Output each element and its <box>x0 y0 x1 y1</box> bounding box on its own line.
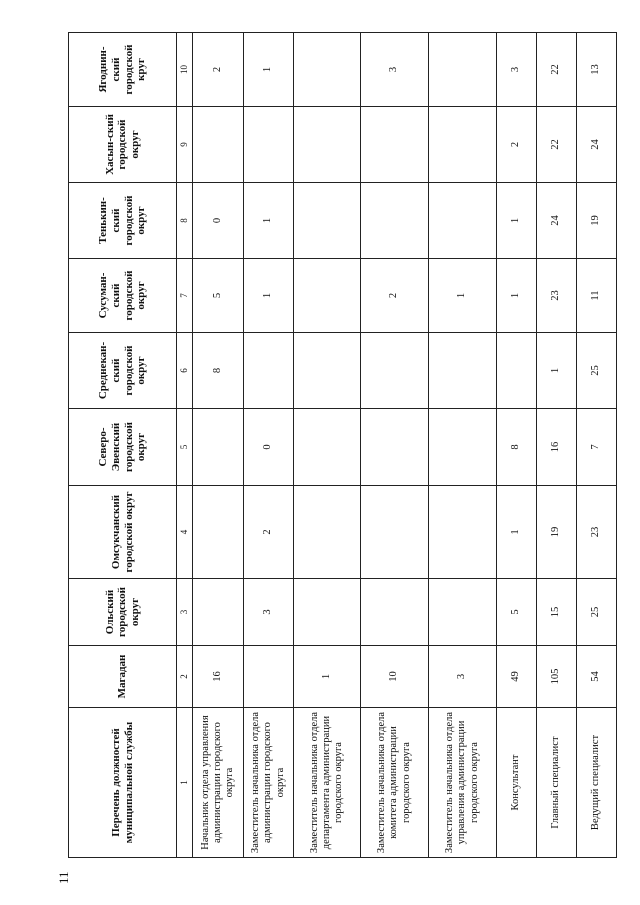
table-row <box>294 33 361 858</box>
table-cell: 10 <box>361 646 429 708</box>
table-cell <box>244 646 294 708</box>
table-row <box>577 33 617 858</box>
table-cell <box>294 183 361 259</box>
row-label: Главный специалист <box>537 708 577 858</box>
table-cell <box>429 486 497 579</box>
table-cell: 11 <box>577 259 617 333</box>
table-row <box>244 33 294 858</box>
table-cell <box>294 579 361 646</box>
header-magadan: Магадан <box>69 646 177 708</box>
table-cell: 25 <box>577 579 617 646</box>
table-cell: 1 <box>497 486 537 579</box>
table-cell: 16 <box>193 646 244 708</box>
table-cell: 2 <box>244 486 294 579</box>
column-number: 3 <box>177 579 193 646</box>
table-cell <box>361 333 429 409</box>
table-cell <box>193 486 244 579</box>
table-cell: 13 <box>577 33 617 107</box>
header-susumansky: Сусуман-ский городской округ <box>69 259 177 333</box>
page-number-holder <box>34 440 71 884</box>
row-label: Ведущий специалист <box>577 708 617 858</box>
table-cell <box>294 107 361 183</box>
row-label: Заместитель начальника отдела управления администрации городского округа <box>429 708 497 858</box>
table-cell: 23 <box>537 259 577 333</box>
table-cell: 3 <box>497 33 537 107</box>
column-number: 4 <box>177 486 193 579</box>
table-cell: 8 <box>497 409 537 486</box>
header-omsukchansky: Омсукчанский городской округ <box>69 486 177 579</box>
table-cell: 7 <box>577 409 617 486</box>
table-cell: 24 <box>577 107 617 183</box>
table-cell: 54 <box>577 646 617 708</box>
table-cell <box>244 107 294 183</box>
table-cell: 3 <box>244 579 294 646</box>
table-cell: 22 <box>537 107 577 183</box>
table-cell <box>294 259 361 333</box>
table-row <box>429 33 497 858</box>
column-number: 7 <box>177 259 193 333</box>
table-cell <box>429 333 497 409</box>
table-cell <box>294 409 361 486</box>
column-number-row <box>177 33 193 858</box>
table-cell <box>294 486 361 579</box>
table-cell: 19 <box>537 486 577 579</box>
column-number: 9 <box>177 107 193 183</box>
table-cell <box>361 409 429 486</box>
header-positions: Перечень должностей муниципальной службы <box>69 708 177 858</box>
column-number: 2 <box>177 646 193 708</box>
table-cell: 105 <box>537 646 577 708</box>
table-cell: 1 <box>244 33 294 107</box>
table-cell: 1 <box>294 646 361 708</box>
table-cell: 8 <box>193 333 244 409</box>
table-cell <box>361 183 429 259</box>
table-cell: 2 <box>193 33 244 107</box>
table-cell: 22 <box>537 33 577 107</box>
column-number: 5 <box>177 409 193 486</box>
header-severo-evensky: Северо-Эвенский городской округ <box>69 409 177 486</box>
header-yagodninsky: Ягоднин-ский городской круг <box>69 33 177 107</box>
column-number: 8 <box>177 183 193 259</box>
table-cell: 49 <box>497 646 537 708</box>
column-number: 1 <box>177 708 193 858</box>
table-cell: 24 <box>537 183 577 259</box>
table-cell <box>497 333 537 409</box>
header-row <box>69 33 177 858</box>
table-row <box>537 33 577 858</box>
table-cell: 3 <box>429 646 497 708</box>
table-cell <box>429 33 497 107</box>
table-cell: 19 <box>577 183 617 259</box>
table-cell: 5 <box>193 259 244 333</box>
table-cell <box>429 409 497 486</box>
column-number: 6 <box>177 333 193 409</box>
table-row <box>361 33 429 858</box>
table-cell: 0 <box>244 409 294 486</box>
header-olsky: Ольский городской округ <box>69 579 177 646</box>
table-cell <box>193 579 244 646</box>
table-cell <box>244 333 294 409</box>
table-row <box>497 33 537 858</box>
row-label: Заместитель начальника отдела комитета администрации городского округа <box>361 708 429 858</box>
table-cell <box>193 409 244 486</box>
table-cell <box>361 486 429 579</box>
table-cell: 2 <box>361 259 429 333</box>
header-tenkinsky: Тенькин-ский городской округ <box>69 183 177 259</box>
positions-table <box>68 32 617 858</box>
table-cell: 3 <box>361 33 429 107</box>
table-cell <box>429 579 497 646</box>
table-cell: 2 <box>497 107 537 183</box>
table-cell <box>429 183 497 259</box>
table-row <box>193 33 244 858</box>
header-srednekansky: Среднекан-ский городской округ <box>69 333 177 409</box>
table-cell: 1 <box>244 183 294 259</box>
page-number: 11 <box>56 871 71 884</box>
header-khasynsky: Хасын-ский городской округ <box>69 107 177 183</box>
table-cell <box>361 579 429 646</box>
table-cell <box>294 33 361 107</box>
table-cell: 1 <box>244 259 294 333</box>
table-cell: 5 <box>497 579 537 646</box>
table-cell: 1 <box>497 183 537 259</box>
rotated-table-frame <box>68 33 616 858</box>
table-cell <box>361 107 429 183</box>
table-cell <box>294 333 361 409</box>
row-label: Заместитель начальника отдела администрации городского округа <box>244 708 294 858</box>
table-cell: 1 <box>537 333 577 409</box>
row-label: Заместитель начальника отдела департамента администрации городского округа <box>294 708 361 858</box>
rotated-table-holder <box>68 33 616 858</box>
table-cell: 0 <box>193 183 244 259</box>
row-label: Консультант <box>497 708 537 858</box>
table-cell <box>193 107 244 183</box>
table-cell: 15 <box>537 579 577 646</box>
table-cell: 16 <box>537 409 577 486</box>
table-cell: 23 <box>577 486 617 579</box>
column-number: 10 <box>177 33 193 107</box>
table-cell: 25 <box>577 333 617 409</box>
row-label: Начальник отдела управления администрации городского округа <box>193 708 244 858</box>
table-cell <box>429 107 497 183</box>
table-cell: 1 <box>497 259 537 333</box>
table-cell: 1 <box>429 259 497 333</box>
